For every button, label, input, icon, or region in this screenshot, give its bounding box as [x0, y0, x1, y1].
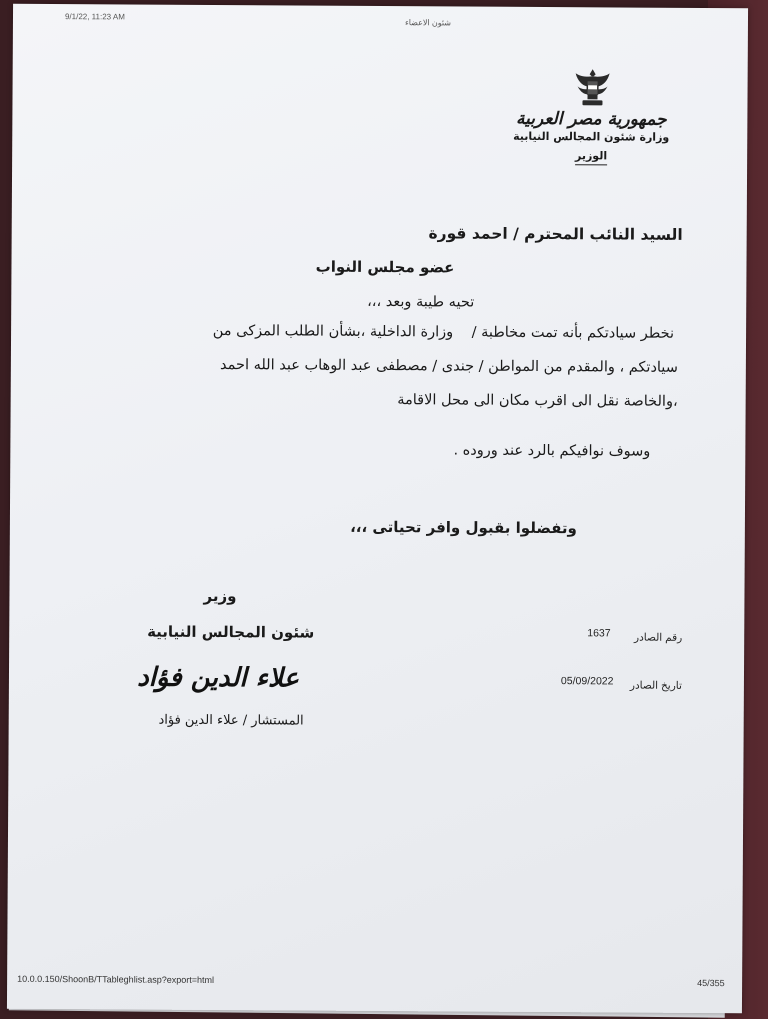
outgoing-date-label: تاريخ الصادر: [629, 679, 682, 692]
handwritten-signature: علاء الدين فؤاد: [137, 662, 300, 694]
print-page-title: شئون الاعضاء: [404, 18, 452, 28]
paragraph-line-2: سيادتكم ، والمقدم من المواطن / جندى / مصطفى عبد الوهاب عبد الله احمد: [219, 357, 678, 376]
letter-page: [7, 4, 748, 1013]
minister-office: الوزير: [575, 149, 607, 165]
addressee-title: عضو مجلس النواب: [315, 257, 455, 277]
print-url: 10.0.0.150/ShoonB/TTableghlist.asp?export=html: [17, 973, 215, 986]
ministry-name: وزارة شئون المجالس النيابية: [513, 130, 670, 145]
paragraph-line-1: نخطر سيادتكم بأنه تمت مخاطبة / وزارة الداخلية ،بشأن الطلب المزكى من: [212, 322, 675, 342]
ministry-letterhead: [513, 109, 670, 166]
paragraph-line-3: ،والخاصة نقل الى اقرب مكان الى محل الاقامة: [397, 392, 678, 410]
minister-label: وزير: [203, 586, 237, 606]
republic-name: جمهورية مصر العربية: [515, 108, 667, 130]
outgoing-date-value: 05/09/2022: [560, 675, 614, 688]
print-timestamp: 9/1/22, 11:23 AM: [64, 12, 125, 22]
print-page-number: 45/355: [697, 977, 725, 989]
signer-name: المستشار / علاء الدين فؤاد: [158, 712, 304, 729]
outgoing-number-label: رقم الصادر: [634, 631, 683, 644]
outgoing-number-value: 1637: [587, 627, 611, 640]
greeting: تحيه طيبة وبعد ،،،: [367, 293, 475, 311]
ministry-label: شئون المجالس النيابية: [147, 622, 315, 642]
followup-line: وسوف نوافيكم بالرد عند وروده .: [453, 442, 651, 460]
eagle-emblem-icon: [562, 67, 622, 113]
closing-line: وتفضلوا بقبول وافر تحياتى ،،،: [350, 517, 577, 538]
addressee: السيد النائب المحترم / احمد قورة: [428, 224, 683, 244]
